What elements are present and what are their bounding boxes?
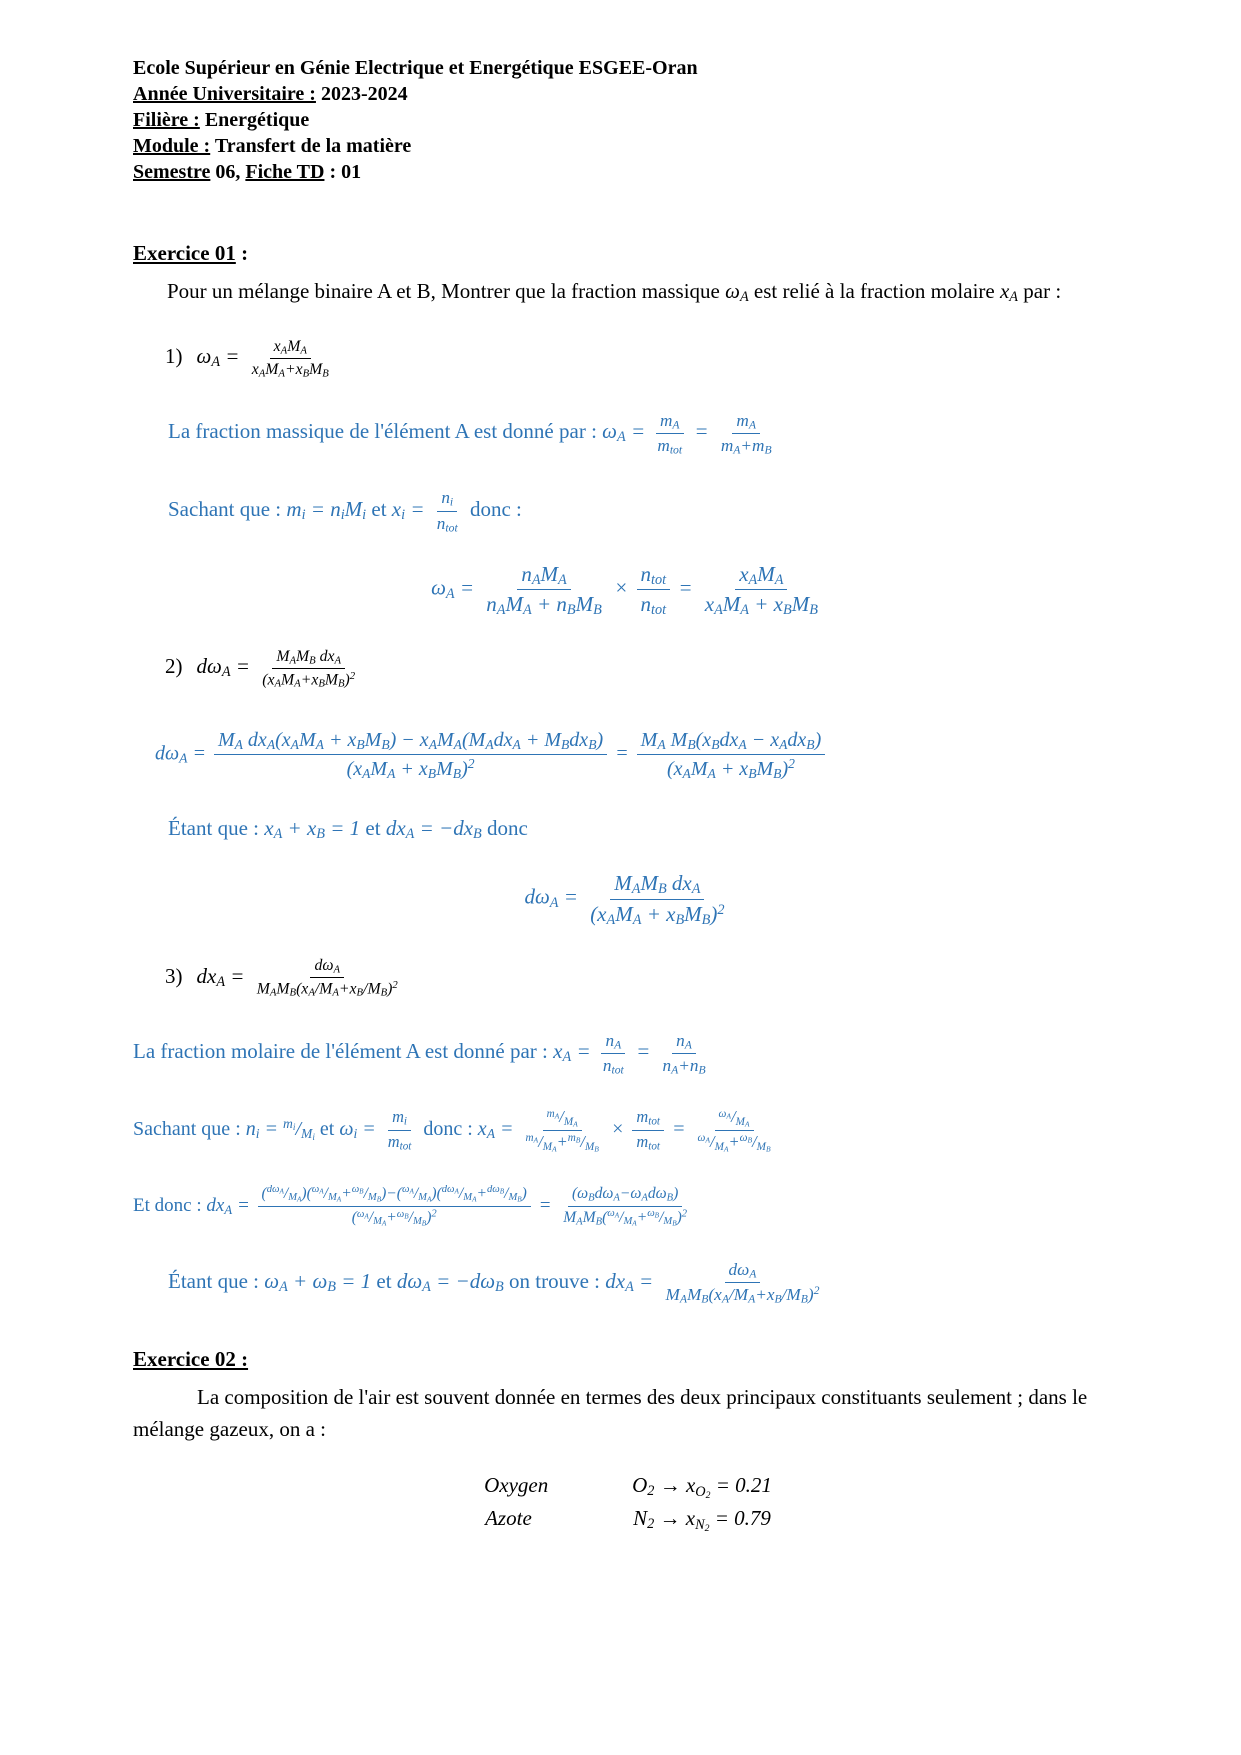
document-header: [133, 55, 1123, 185]
equation-item-3-formula: $dx_A$ = $\frac{d\omega_A}{M_AM_B(x_A/M_A+x_B/M_B)^2}$: [196, 957, 398, 1000]
year-value: 2023-2024: [315, 83, 408, 105]
azote-equation: $N_2 \to x_{N_2} = 0.79$: [633, 1506, 771, 1534]
header-module-line: [133, 133, 1123, 159]
derivation-mass-fraction: [168, 411, 1123, 457]
semestre-label: Semestre: [133, 161, 211, 183]
derivation-etant-2: [168, 1260, 1123, 1306]
exercise-01-title-colon: :: [235, 241, 249, 265]
derivation-mass-fraction-text: La fraction massique de l'élément A est donné par : $\omega_A$ = $\frac{m_A}{m_{tot}}$ = $\frac{m_A}{m_A+m_B}$: [168, 410, 772, 457]
year-label: Année Universitaire :: [133, 83, 316, 105]
oxygen-equation: $O_2 \to x_{O_2} = 0.21$: [632, 1473, 772, 1501]
exercise-01-title: [133, 241, 1123, 266]
fiche-td-label: Fiche TD: [245, 161, 325, 183]
equation-item-1-formula: $\omega_A$ = $\frac{x_AM_A}{x_AM_A+x_BM_B}$: [196, 337, 329, 379]
display-equation-1: $\omega_A$ = $\frac{n_AM_A}{n_AM_A + n_BM_B}$ × $\frac{n_{tot}}{n_{tot}}$ = $\frac{x_AM_A}{x_AM_A + x_BM_B}$: [431, 561, 818, 619]
exercise-01-statement: Pour un mélange binaire A et B, Montrer que la fraction massique $\omega_A$ est relié à la fraction molaire $x_A$ par :: [167, 279, 1062, 306]
derivation-molar-fraction-text: La fraction molaire de l'élément A est donné par : $x_A$ = $\frac{n_A}{n_{tot}}$ = $\frac{n_A}{n_A+n_B}$: [133, 1030, 706, 1077]
display-equation-2: $d\omega_A$ = $\frac{M_A dx_A(x_AM_A + x_BM_B) - x_AM_A(M_Adx_A + M_Bdx_B)}{(x_AM_A + x_BM_B)^2}$ = $\frac{M_A M_B(x_Bdx_A - x_Adx_B)}{(x_AM_A + x_BM_B)^2}$: [155, 729, 1123, 781]
filiere-value: Energétique: [199, 109, 310, 131]
display-equation-3: $d\omega_A$ = $\frac{M_AM_B dx_A}{(x_AM_A + x_BM_B)^2}$: [524, 871, 725, 928]
module-label: Module :: [133, 135, 211, 157]
fiche-td-value: : 01: [324, 161, 362, 183]
azote-line: [133, 1506, 1123, 1533]
header-school-line: [133, 55, 1123, 81]
header-filiere-line: [133, 107, 1123, 133]
equation-item-3-number: 3): [165, 963, 183, 988]
header-semestre-line: [133, 159, 1123, 185]
derivation-et-donc-text: Et donc : $dx_A$ = $\frac{(^{d\omega_A}/_{M_A})(^{\omega_A}/_{M_A}+^{\omega_B}/_{M_B})-(^{\omega_A}/_{M_A})(^{d\omega_A}/_{M_A}+^{d\omega_B}/_{M_B})}{(^{\omega_A}/_{M_A}+^{\omega_B}/_{M_B})^2}$ = $\frac{(\omega_Bd\omega_A-\omega_Ad\omega_B)}{M_AM_B(^{\omega_A}/_{M_A}+^{\omega_B}/_{M_B})^2}$: [133, 1184, 688, 1228]
derivation-etant-2-text: Étant que : $\omega_A + \omega_B = 1$ et $d\omega_A = -d\omega_B$ on trouve : $dx_A$ = $\frac{d\omega_A}{M_AM_B(x_A/M_A+x_B/M_B)^2}$: [168, 1259, 820, 1306]
derivation-sachant-2: [133, 1108, 1123, 1152]
exercise-01-title-text: Exercice 01: [133, 241, 236, 265]
derivation-molar-fraction: [133, 1031, 1123, 1077]
header-year-line: [133, 81, 1123, 107]
derivation-etant-1: [168, 813, 1123, 843]
derivation-sachant-1: [168, 488, 1123, 534]
module-value: Transfert de la matière: [210, 135, 412, 157]
exercise-02-title: [133, 1347, 1123, 1372]
azote-name: Azote: [485, 1506, 532, 1531]
equation-item-1: [165, 338, 1123, 379]
derivation-sachant-1-text: Sachant que : $m_i = n_iM_i$ et $x_i$ = $\frac{n_i}{n_{tot}}$ donc :: [168, 488, 522, 535]
oxygen-name: Oxygen: [484, 1473, 549, 1498]
oxygen-line: [133, 1473, 1123, 1500]
equation-item-2-number: 2): [165, 654, 183, 679]
equation-item-2-formula: $d\omega_A$ = $\frac{M_AM_B dx_A}{(x_AM_A+x_BM_B)^2}$: [196, 647, 356, 690]
derivation-et-donc: [133, 1185, 1123, 1228]
exercise-02: [133, 1347, 1123, 1533]
equation-item-1-number: 1): [165, 343, 183, 368]
exercise-02-statement: La composition de l'air est souvent donnée en termes des deux principaux constituants seulement ; dans le mélange gazeux, on a :: [133, 1385, 1088, 1441]
filiere-label: Filière :: [133, 109, 200, 131]
derivation-sachant-2-text: Sachant que : $n_i = ^{m_i}/_{M_i}$ et $\omega_i$ = $\frac{m_i}{m_{tot}}$ donc : $x_A$ = $\frac{^{m_A}/_{M_A}}{^{m_A}/_{M_A}+^{m_B}/_{M_B}}$ × $\frac{m_{tot}}{m_{tot}}$ = $\frac{^{\omega_A}/_{M_A}}{^{\omega_A}/_{M_A}+^{\omega_B}/_{M_B}}$: [133, 1107, 771, 1154]
semestre-value: 06,: [210, 161, 246, 183]
school-name: Ecole Supérieur en Génie Electrique et Energétique ESGEE-Oran: [133, 57, 698, 79]
equation-item-3: [165, 957, 1123, 999]
exercise-02-title-text: Exercice 02 :: [133, 1347, 249, 1372]
exercise-01: [133, 241, 1123, 1305]
derivation-etant-1-text: Étant que : $x_A + x_B = 1$ et $dx_A = -dx_B$ donc: [168, 815, 528, 843]
equation-item-2: [165, 648, 1123, 690]
